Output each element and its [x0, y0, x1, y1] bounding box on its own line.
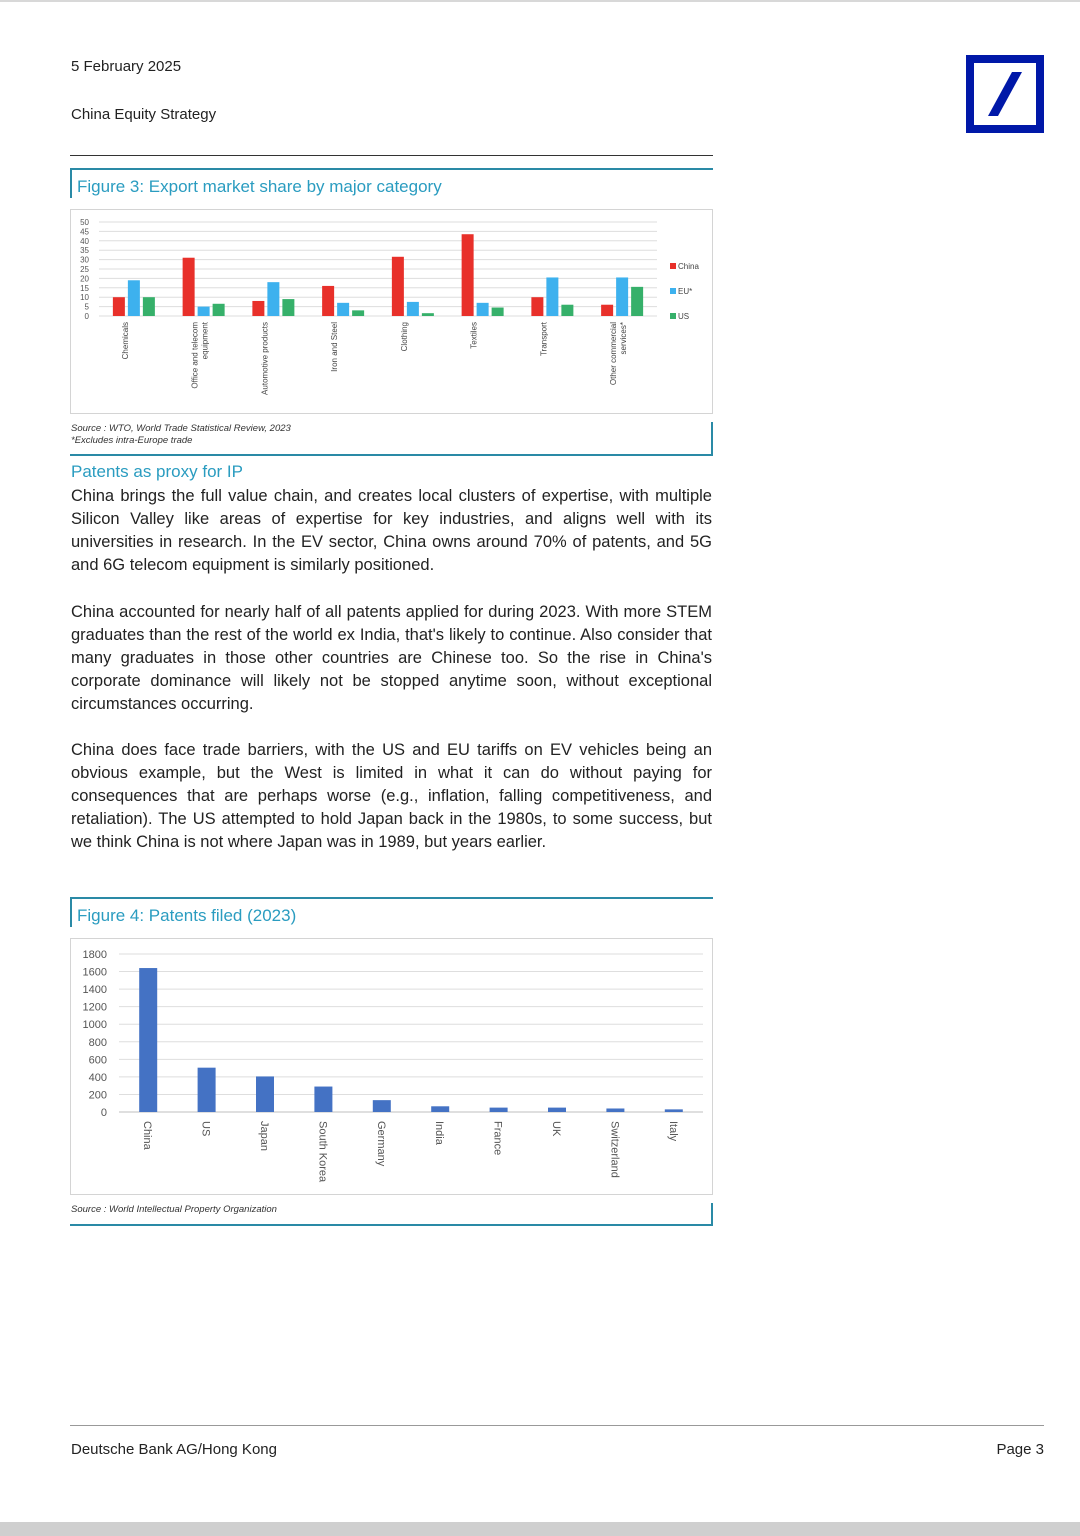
x-tick-label-line: Transport — [539, 322, 549, 356]
x-tick-label: Japan — [258, 1121, 270, 1151]
figure4-chart — [71, 939, 712, 1194]
figure4-frame-top — [70, 897, 713, 899]
y-tick-label: 1400 — [82, 984, 107, 997]
paragraph-3: China does face trade barriers, with the US and EU tariffs on EV vehicles being an obvious example, but the West is limited in what it can do without paying for consequences that are perhaps worse (e.g., inflation, falling competitiveness, and retaliation). The US attempted to hold Japan back in the 1980s, to some success, but we think China is not where Japan was in 1989, but years earlier. — [71, 741, 712, 851]
bar-china — [462, 234, 474, 316]
y-tick-label: 1200 — [82, 1001, 107, 1014]
bar-us — [282, 299, 294, 316]
bar-germany — [373, 1100, 391, 1112]
x-tick-label — [260, 322, 269, 395]
figure4-frame-bottom — [70, 1224, 713, 1226]
x-tick-label: US — [199, 1121, 212, 1137]
header-rule — [70, 155, 713, 156]
bar-italy — [665, 1109, 683, 1112]
bar-china — [322, 286, 334, 316]
x-tick-label-line: Iron and Steel — [330, 322, 340, 372]
bar-eu — [616, 277, 628, 316]
figure3-chart-box — [70, 209, 713, 414]
figure3-source: Source : WTO, World Trade Statistical Review, 2023 — [71, 423, 291, 434]
y-tick-label: 0 — [84, 312, 89, 321]
report-date: 5 February 2025 — [71, 58, 182, 75]
y-tick-label: 1600 — [82, 966, 107, 979]
x-tick-label — [609, 322, 628, 385]
bar-china — [601, 305, 613, 316]
y-tick-label: 45 — [80, 227, 89, 237]
y-tick-label: 50 — [80, 218, 89, 227]
figure3-frame-right — [711, 422, 713, 456]
x-tick-label: China — [141, 1121, 154, 1150]
bar-france — [490, 1108, 508, 1112]
figure3-chart — [71, 210, 712, 413]
y-tick-label: 20 — [80, 274, 89, 284]
x-tick-label-line: Automotive products — [260, 322, 270, 395]
y-tick-label: 40 — [80, 236, 89, 246]
x-tick-label: Germany — [374, 1121, 387, 1167]
bar-china — [531, 297, 543, 316]
x-tick-label — [470, 322, 479, 349]
bar-china — [392, 257, 404, 316]
footer-company: Deutsche Bank AG/Hong Kong — [71, 1441, 277, 1458]
x-tick-label-line: Other commercial — [609, 322, 619, 386]
y-tick-label: 5 — [84, 302, 89, 312]
y-tick-label: 1000 — [82, 1019, 107, 1032]
x-tick-label: UK — [550, 1121, 562, 1137]
bar-eu — [546, 277, 558, 316]
figure4-frame-right — [711, 1203, 713, 1226]
figure3-frame-bottom — [70, 454, 713, 456]
bar-eu — [477, 303, 489, 316]
paragraph-1: China brings the full value chain, and creates local clusters of expertise, with multiple Silicon Valley like areas of expertise for key industries, and aligns well with its universities in research. In the EV sector, China owns around 70% of patents, and 5G and 6G telecom equipment is similarly positioned. — [71, 487, 712, 574]
bar-china — [183, 258, 195, 316]
bar-china — [252, 301, 264, 316]
x-tick-label-line: equipment — [200, 322, 210, 360]
deutsche-bank-logo — [966, 55, 1044, 133]
x-tick-label — [191, 321, 210, 388]
y-tick-label: 200 — [88, 1089, 107, 1102]
x-tick-label-line: Office and telecom — [190, 322, 200, 389]
bar-us — [631, 287, 643, 316]
bar-south-korea — [314, 1087, 332, 1112]
x-tick-label — [121, 322, 130, 359]
y-tick-label: 30 — [80, 255, 89, 265]
figure3-title: Figure 3: Export market share by major category — [77, 177, 442, 196]
figure4-frame-left — [70, 897, 72, 927]
bar-us — [198, 1068, 216, 1112]
figure4-title: Figure 4: Patents filed (2023) — [77, 906, 297, 925]
x-tick-label: France — [491, 1121, 504, 1156]
legend-label: US — [678, 312, 690, 321]
bar-china — [139, 968, 157, 1112]
x-tick-label: South Korea — [316, 1121, 329, 1183]
paragraph-2: China accounted for nearly half of all patents applied for during 2023. With more STEM graduates than the rest of the world ex India, that's likely to continue. Also consider that many graduates in those other countries are Chinese too. So the rise in China's corporate dominance will likely not be stopped anytime soon, without exceptional circumstances occurring. — [71, 603, 712, 713]
bar-uk — [548, 1108, 566, 1112]
y-tick-label: 25 — [80, 265, 89, 274]
x-tick-label-line: Clothing — [399, 322, 409, 352]
bar-us — [213, 304, 225, 316]
bar-switzerland — [606, 1108, 624, 1112]
bar-eu — [128, 280, 140, 316]
y-tick-label: 10 — [80, 293, 89, 303]
figure3-frame-left — [70, 168, 72, 198]
legend-label: China — [678, 262, 699, 271]
bar-japan — [256, 1076, 274, 1112]
bar-india — [431, 1106, 449, 1112]
y-tick-label: 1800 — [82, 949, 107, 961]
bar-us — [422, 313, 434, 316]
bar-us — [561, 305, 573, 316]
bar-eu — [337, 303, 349, 316]
x-tick-label-line: Textiles — [469, 322, 479, 349]
legend-label: EU* — [678, 287, 693, 296]
figure3-footnote: *Excludes intra-Europe trade — [71, 435, 193, 446]
bar-us — [352, 310, 364, 316]
legend-swatch-us — [670, 313, 676, 319]
bar-china — [113, 297, 125, 316]
x-tick-label-line: Chemicals — [120, 322, 130, 360]
legend-swatch-eu — [670, 288, 676, 294]
x-tick-label: Italy — [666, 1121, 679, 1142]
x-tick-label — [330, 322, 339, 372]
figure4-source: Source : World Intellectual Property Organization — [71, 1204, 277, 1215]
y-tick-label: 800 — [88, 1036, 107, 1049]
bar-eu — [407, 302, 419, 316]
y-tick-label: 35 — [80, 246, 89, 256]
top-border — [0, 0, 1080, 2]
bar-us — [143, 297, 155, 316]
bar-us — [492, 308, 504, 316]
x-tick-label — [539, 321, 548, 356]
x-tick-label: India — [433, 1121, 446, 1145]
figure4-chart-box — [70, 938, 713, 1195]
report-title: China Equity Strategy — [71, 106, 217, 123]
footer-page-number: Page 3 — [996, 1441, 1044, 1458]
legend-swatch-china — [670, 263, 676, 269]
y-tick-label: 600 — [88, 1054, 107, 1067]
section-heading: Patents as proxy for IP — [71, 462, 243, 481]
y-tick-label: 400 — [88, 1071, 107, 1084]
figure3-frame-top — [70, 168, 713, 170]
footer-rule — [70, 1425, 1044, 1426]
x-tick-label: Switzerland — [608, 1121, 621, 1178]
y-tick-label: 0 — [100, 1107, 107, 1119]
y-tick-label: 15 — [80, 283, 89, 293]
bar-eu — [267, 282, 279, 316]
x-tick-label-line: services* — [619, 322, 629, 355]
x-tick-label — [400, 322, 409, 351]
bar-eu — [198, 307, 210, 316]
bottom-scroll-bar — [0, 1522, 1080, 1536]
